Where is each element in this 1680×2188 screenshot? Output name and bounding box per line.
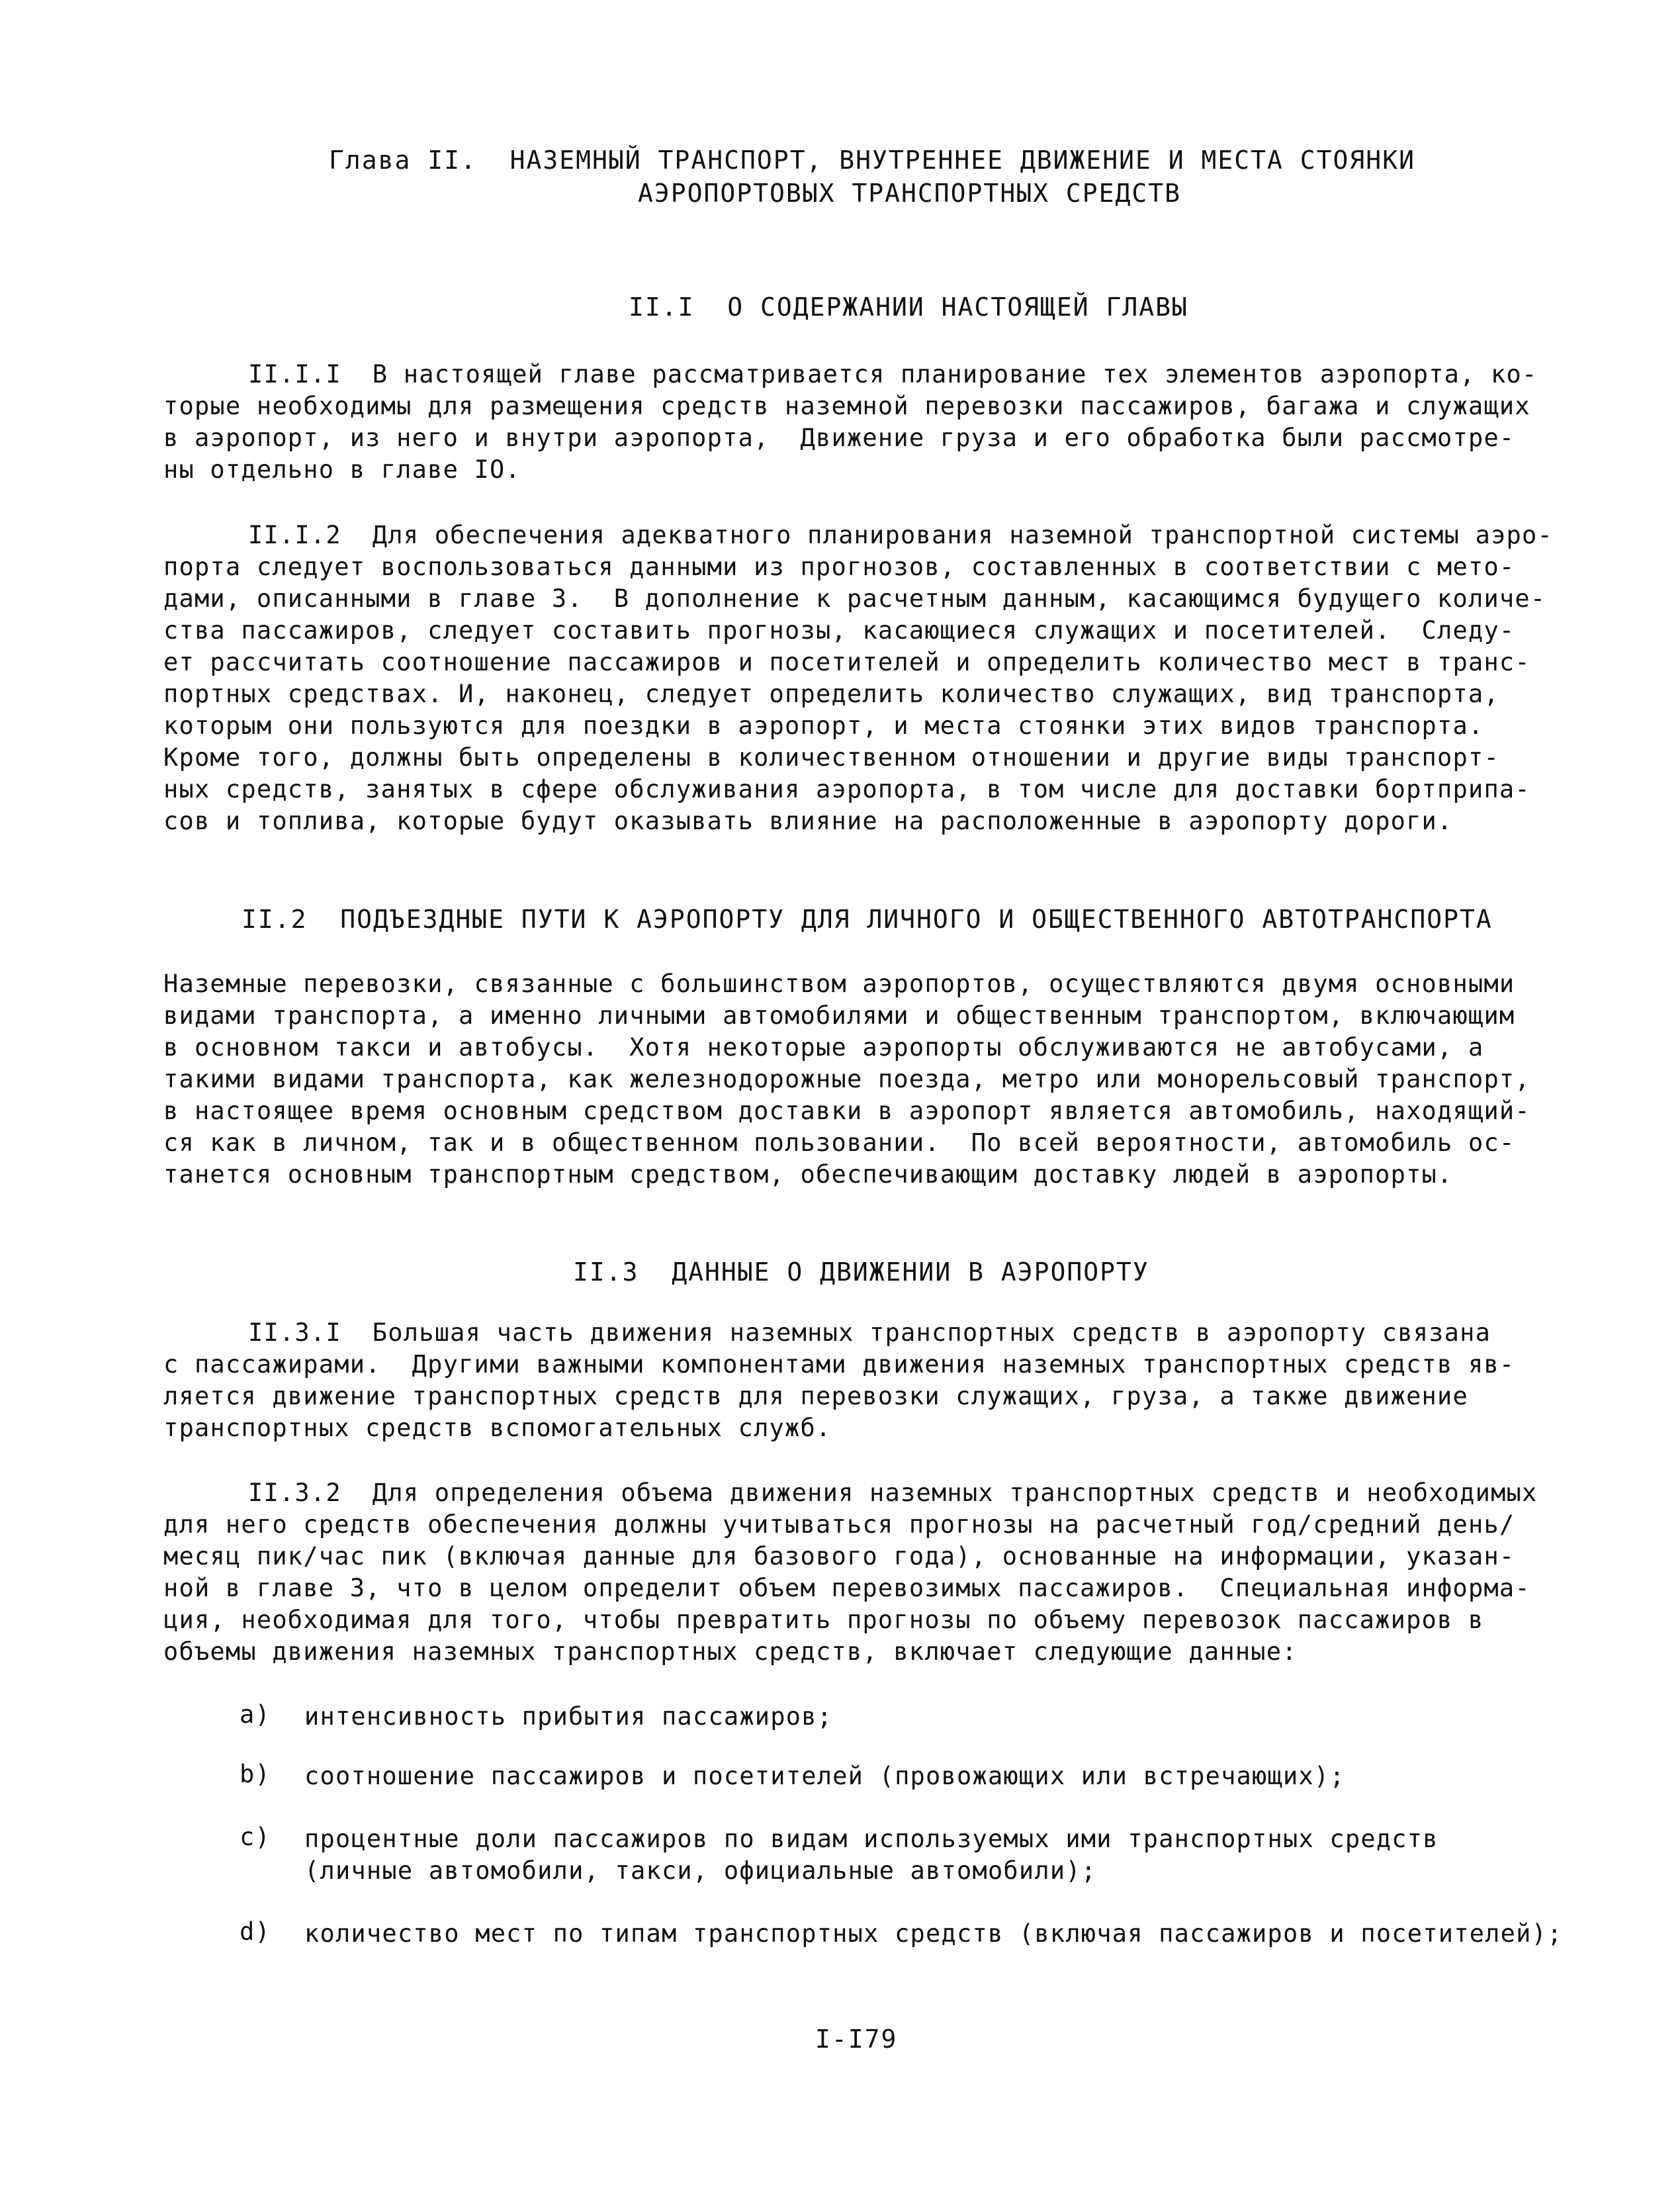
paragraph-line: II.I.I В настоящей главе рассматривается планирование тех элементов аэропорта, ко- bbox=[248, 360, 1538, 388]
paragraph-line: порта следует воспользоваться данными из прогнозов, составленных в соответствии с мето- bbox=[163, 553, 1515, 581]
paragraph-line: ны отдельно в главе IO. bbox=[163, 455, 521, 484]
section-heading-2: II.2 ПОДЪЕЗДНЫЕ ПУТИ К АЭРОПОРТУ ДЛЯ ЛИЧНОГО И ОБЩЕСТВЕННОГО АВТОТРАНСПОРТА bbox=[242, 905, 1493, 934]
section-heading-3: II.3 ДАННЫЕ О ДВИЖЕНИИ В АЭРОПОРТУ bbox=[573, 1257, 1149, 1287]
paragraph-line: ной в главе 3, что в целом определит объем перевозимых пассажиров. Специальная информа- bbox=[163, 1574, 1530, 1602]
paragraph-line: танется основным транспортным средством, обеспечивающим доставку людей в аэропорты. bbox=[163, 1160, 1453, 1189]
paragraph-line: ет рассчитать соотношение пассажиров и посетителей и определить количество мест в транс- bbox=[163, 648, 1530, 676]
section-heading-1: II.I О СОДЕРЖАНИИ НАСТОЯЩЕЙ ГЛАВЫ bbox=[629, 293, 1188, 322]
paragraph-line: ся как в личном, так и в общественном пользовании. По всей вероятности, автомобиль ос- bbox=[163, 1128, 1515, 1157]
paragraph-line: в аэропорт, из него и внутри аэропорта, Движение груза и его обработка были рассмотре- bbox=[163, 424, 1515, 452]
paragraph-line: транспортных средств вспомогательных служб. bbox=[163, 1414, 832, 1442]
paragraph-line: дами, описанными в главе 3. В дополнение к расчетным данным, касающимся будущего количе- bbox=[163, 584, 1546, 613]
list-marker: b) bbox=[240, 1760, 271, 1788]
paragraph-line: ляется движение транспортных средств для перевозки служащих, груза, а также движение bbox=[163, 1382, 1468, 1410]
paragraph-line: видами транспорта, а именно личными автомобилями и общественным транспортом, включающим bbox=[163, 1001, 1515, 1030]
paragraph-line: такими видами транспорта, как железнодорожные поезда, метро или монорельсовый транспорт, bbox=[163, 1065, 1530, 1093]
list-item-text: интенсивность прибытия пассажиров; bbox=[304, 1702, 833, 1731]
chapter-title-line-1: Глава II. НАЗЕМНЫЙ ТРАНСПОРТ, ВНУТРЕННЕЕ ДВИЖЕНИЕ И МЕСТА СТОЯНКИ bbox=[329, 146, 1415, 175]
page-number: I-I79 bbox=[815, 2025, 898, 2054]
paragraph-line: II.I.2 Для обеспечения адекватного планирования наземной транспортной системы аэро- bbox=[248, 521, 1553, 549]
paragraph-line: портных средствах. И, наконец, следует определить количество служащих, вид транспорта, bbox=[163, 680, 1499, 708]
chapter-title-line-2: АЭРОПОРТОВЫХ ТРАНСПОРТНЫХ СРЕДСТВ bbox=[638, 179, 1181, 208]
paragraph-line: Кроме того, должны быть определены в количественном отношении и другие виды транспорт- bbox=[163, 743, 1499, 772]
paragraph-line: объемы движения наземных транспортных средств, включает следующие данные: bbox=[163, 1637, 1298, 1666]
list-item-text: количество мест по типам транспортных средств (включая пассажиров и посетителей); bbox=[304, 1919, 1563, 1948]
list-marker: d) bbox=[240, 1917, 271, 1946]
paragraph-line: которым они пользуются для поездки в аэропорт, и места стоянки этих видов транспорта. bbox=[163, 711, 1484, 740]
paragraph-line: с пассажирами. Другими важными компонентами движения наземных транспортных средств яв- bbox=[163, 1350, 1515, 1379]
list-item-text: процентные доли пассажиров по видам используемых ими транспортных средств bbox=[304, 1825, 1438, 1853]
list-item-text: (личные автомобили, такси, официальные автомобили); bbox=[304, 1856, 1097, 1885]
paragraph-line: в основном такси и автобусы. Хотя некоторые аэропорты обслуживаются не автобусами, а bbox=[163, 1033, 1484, 1062]
paragraph-line: месяц пик/час пик (включая данные для базового года), основанные на информации, указан- bbox=[163, 1542, 1515, 1571]
paragraph-line: ция, необходимая для того, чтобы превратить прогнозы по объему перевозок пассажиров в bbox=[163, 1606, 1484, 1634]
paragraph-line: торые необходимы для размещения средств наземной перевозки пассажиров, багажа и служащих bbox=[163, 392, 1530, 420]
list-marker: a) bbox=[240, 1700, 271, 1729]
list-item-text: соотношение пассажиров и посетителей (провожающих или встречающих); bbox=[304, 1762, 1345, 1790]
paragraph-line: ных средств, занятых в сфере обслуживания аэропорта, в том числе для доставки бортприпа- bbox=[163, 775, 1530, 803]
paragraph-line: Наземные перевозки, связанные с большинством аэропортов, осуществляются двумя основными bbox=[163, 970, 1515, 998]
paragraph-line: сов и топлива, которые будут оказывать влияние на расположенные в аэропорту дороги. bbox=[163, 807, 1453, 835]
paragraph-line: в настоящее время основным средством доставки в аэропорт является автомобиль, находящий- bbox=[163, 1097, 1530, 1125]
list-marker: c) bbox=[240, 1823, 271, 1851]
paragraph-line: II.3.I Большая часть движения наземных транспортных средств в аэропорту связана bbox=[248, 1318, 1491, 1347]
paragraph-line: II.3.2 Для определения объема движения наземных транспортных средств и необходимых bbox=[248, 1479, 1538, 1507]
paragraph-line: для него средств обеспечения должны учитываться прогнозы на расчетный год/средний день/ bbox=[163, 1510, 1515, 1539]
paragraph-line: ства пассажиров, следует составить прогнозы, касающиеся служащих и посетителей. Следу- bbox=[163, 616, 1515, 645]
